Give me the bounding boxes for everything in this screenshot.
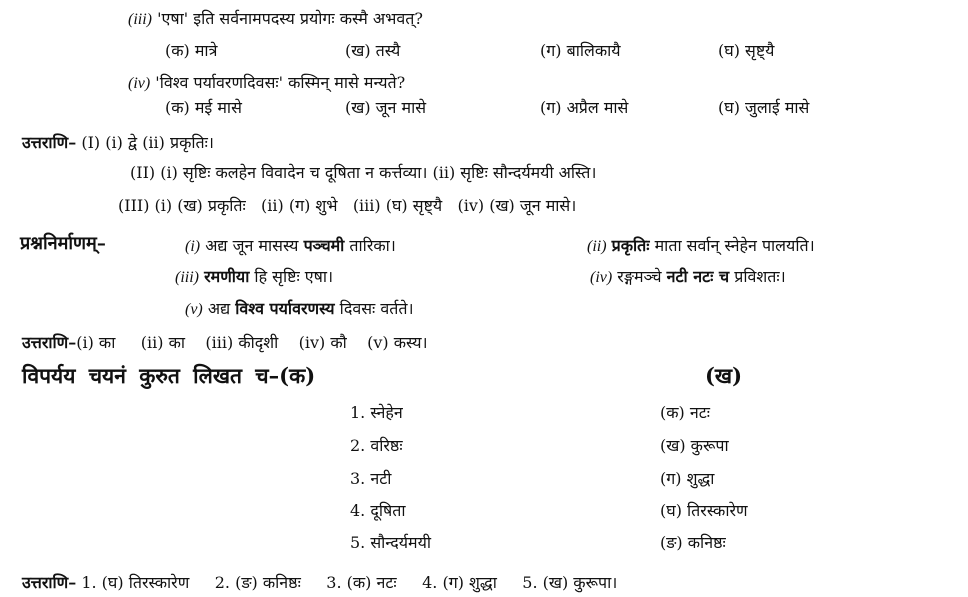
q-text: 'विश्व पर्यावरणदिवसः' कस्मिन् मासे मन्यते? — [155, 73, 406, 92]
answer: 5. (ख) कुरूपा। — [522, 573, 618, 592]
t: नटी नटः च — [666, 267, 730, 286]
prashna-item — [587, 235, 815, 258]
right-item: (ख) कुरूपा — [660, 436, 729, 455]
prashna-item — [185, 235, 396, 258]
option: (ग) अप्रैल मासे — [540, 98, 629, 117]
option: (ख) जून मासे — [345, 98, 427, 117]
prashna-item — [175, 266, 333, 289]
answers-2 — [22, 332, 428, 354]
t: हि सृष्टिः एषा। — [249, 267, 334, 286]
right-item: (क) नटः — [660, 403, 711, 422]
answer: (i) का — [76, 333, 116, 352]
left-item: 1. स्नेहेन — [350, 403, 403, 422]
answers-label: उत्तराणि– — [22, 133, 77, 152]
answer: (iv) कौ — [298, 333, 347, 352]
column-b-heading: (ख) — [705, 363, 743, 388]
answer: 3. (क) नटः — [326, 573, 397, 592]
num: (v) — [185, 301, 203, 318]
answers-1 — [22, 132, 214, 154]
viparyaya-heading: विपर्यय चयनं कुरुत लिखत च–(क) — [22, 363, 316, 388]
left-item: 2. वरिष्ठः — [350, 436, 403, 455]
prashna-item — [590, 266, 786, 289]
option: (क) मात्रे — [165, 41, 218, 60]
answers-label: उत्तराणि– — [22, 573, 77, 592]
t: विश्व पर्यावरणस्य — [235, 299, 335, 318]
num: (i) — [185, 238, 201, 255]
t: अद्य — [207, 299, 236, 318]
answer: 1. (घ) तिरस्कारेण — [81, 573, 190, 592]
option: (घ) जुलाई मासे — [718, 98, 810, 117]
answer: (v) कस्य। — [367, 333, 428, 352]
answer: (iii) कीदृशी — [205, 333, 279, 352]
answer: (ii) का — [140, 333, 186, 352]
t: रङ्गमञ्चे — [617, 267, 667, 286]
label-text: प्रश्ननिर्माणम्– — [20, 233, 106, 254]
q-num: (iii) — [128, 11, 152, 28]
right-item: (ङ) कनिष्ठः — [660, 533, 726, 552]
answer: (ii) (ग) शुभे — [261, 196, 338, 215]
t: प्रकृतिः — [611, 236, 650, 255]
answer-row — [118, 195, 576, 217]
q-num: (iv) — [128, 75, 151, 92]
t: दिवसः वर्तते। — [334, 299, 414, 318]
left-item: 3. नटी — [350, 469, 392, 488]
t: पञ्चमी — [303, 236, 345, 255]
num: (iii) — [175, 269, 199, 286]
answer: (III) (i) (ख) प्रकृतिः — [118, 196, 246, 215]
num: (iv) — [590, 269, 613, 286]
left-item: 5. सौन्दर्यमयी — [350, 533, 432, 552]
answer: 2. (ङ) कनिष्ठः — [214, 573, 301, 592]
option: (घ) सृष्ट्यै — [718, 41, 775, 60]
question-3 — [128, 8, 423, 31]
prashna-label — [20, 233, 106, 255]
right-item: (ग) शुद्धा — [660, 469, 715, 488]
t: प्रविशतः। — [729, 267, 786, 286]
answer: (iv) (ख) जून मासे। — [457, 196, 577, 215]
option: (ख) तस्यै — [345, 41, 401, 60]
answer: 4. (ग) शुद्धा — [422, 573, 497, 592]
t: रमणीया — [204, 267, 250, 286]
option: (ग) बालिकायै — [540, 41, 621, 60]
left-item: 4. दूषिता — [350, 501, 406, 520]
answer: (II) (i) सृष्टिः कलहेन विवादेन च दूषिता न कर्त्तव्या। (ii) सृष्टिः सौन्दर्यमयी अस्ति। — [130, 163, 597, 182]
answer: (I) (i) द्वे (ii) प्रकृतिः। — [81, 133, 214, 152]
question-4 — [128, 72, 405, 95]
answers-label: उत्तराणि– — [22, 333, 77, 352]
t: माता सर्वान् स्नेहेन पालयति। — [649, 236, 815, 255]
num: (ii) — [587, 238, 607, 255]
q-text: 'एषा' इति सर्वनामपदस्य प्रयोगः कस्मै अभवत्? — [157, 9, 423, 28]
t: तारिका। — [344, 236, 396, 255]
answers-3 — [22, 572, 617, 594]
answer: (iii) (घ) सृष्ट्यै — [352, 196, 443, 215]
option: (क) मई मासे — [165, 98, 242, 117]
right-item: (घ) तिरस्कारेण — [660, 501, 748, 520]
prashna-item — [185, 298, 414, 321]
t: अद्य जून मासस्य — [205, 236, 304, 255]
